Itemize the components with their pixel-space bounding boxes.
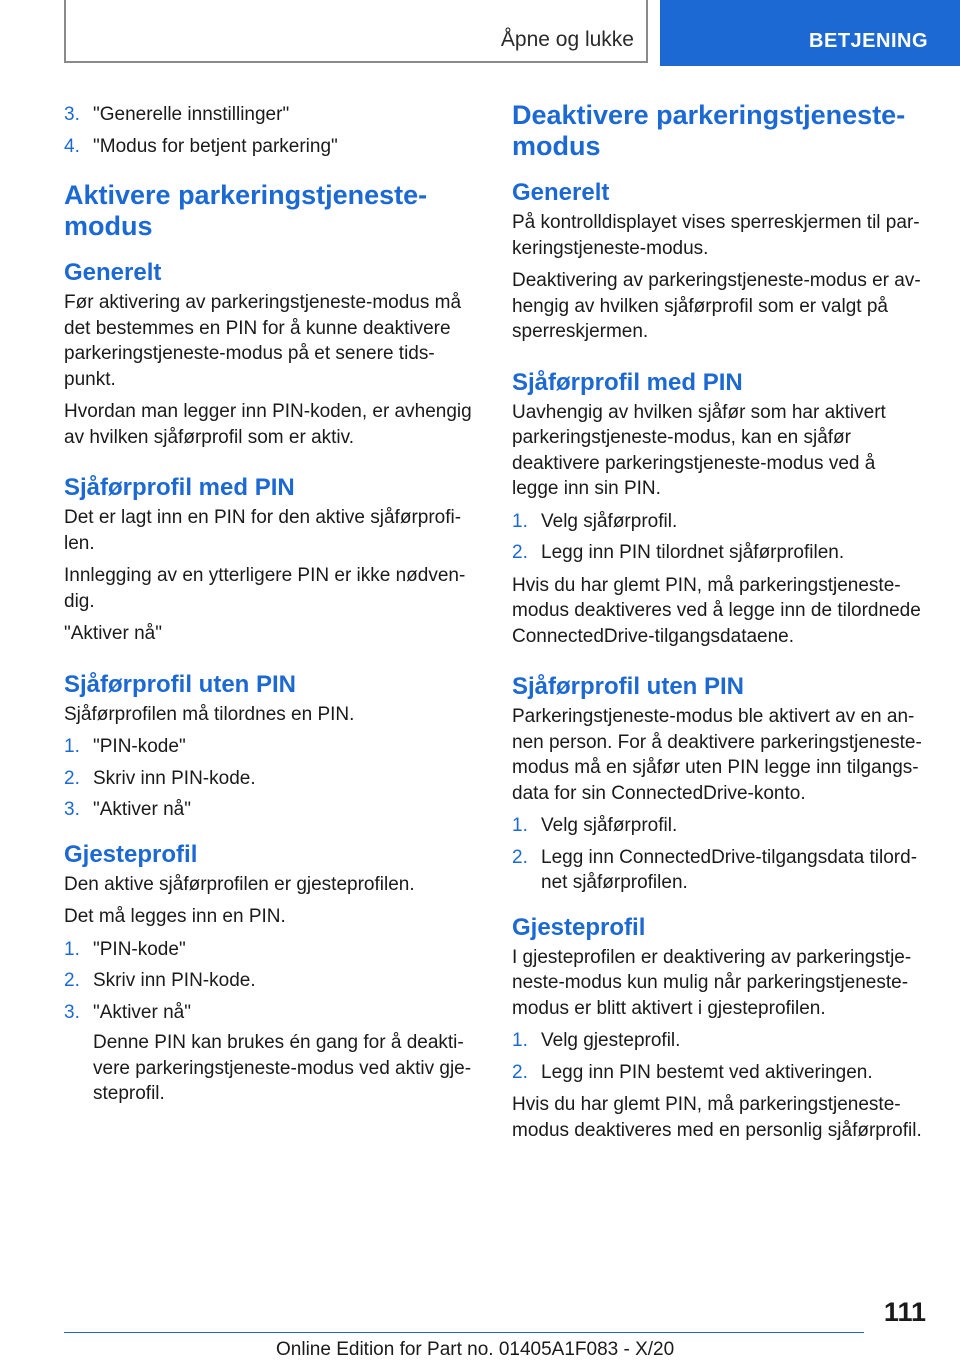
list-item — [64, 968, 476, 994]
paragraph: Hvis du har glemt PIN, må parkeringstjenestemodus deaktiveres med en personlig sjåførprofil. — [512, 1094, 922, 1141]
chapter-tab — [64, 0, 648, 63]
paragraph: Parkeringstjeneste-modus ble aktivert av en annen person. For å deaktivere parkeringstjenestemodus må en sjåfør uten PIN legge inn tilgangsdata for sin ConnectedDrive-konto. — [512, 706, 922, 804]
paragraph: I gjesteprofilen er deaktivering av parkeringstjeneste-modus kun mulig når parkeringstjenestemodus er blitt aktivert i gjesteprofilen. — [512, 946, 912, 1019]
step-number: 2. — [64, 970, 80, 991]
step-text: "Aktiver nå" — [93, 1001, 191, 1023]
step-text: Legg inn ConnectedDrive-tilgangsdata tilordnet sjåførprofilen. — [541, 846, 918, 893]
step-content — [93, 1000, 476, 1107]
steps-list — [512, 1028, 924, 1085]
step-text: Legg inn PIN bestemt ved aktiveringen. — [541, 1061, 873, 1083]
step-text: Skriv inn PIN-kode. — [93, 970, 256, 991]
step-text: "Modus for betjent parkering" — [93, 135, 338, 157]
step-text: "PIN-kode" — [93, 938, 186, 960]
footer-divider — [64, 1332, 864, 1333]
step-number: 4. — [64, 135, 80, 157]
heading-guest: Gjesteprofil — [512, 913, 646, 941]
list-item — [64, 766, 476, 792]
steps-list — [512, 509, 924, 566]
heading-with-pin: Sjåførprofil med PIN — [512, 368, 743, 396]
paragraph: Innlegging av en ytterligere PIN er ikke nødvendig. — [64, 565, 466, 612]
step-number: 1. — [512, 1030, 528, 1051]
step-number: 3. — [64, 104, 80, 125]
edition-footer: Online Edition for Part no. 01405A1F083 - X/20 — [276, 1339, 675, 1360]
list-item — [64, 1000, 476, 1107]
step-number: 1. — [64, 736, 80, 757]
page-number: 111 — [883, 1297, 926, 1327]
step-text: Velg sjåførprofil. — [541, 510, 678, 532]
step-number: 2. — [512, 846, 528, 868]
step-number: 3. — [64, 1001, 80, 1023]
step-text: Velg sjåførprofil. — [541, 815, 678, 836]
heading-without-pin: Sjåførprofil uten PIN — [64, 670, 297, 698]
list-item — [64, 102, 476, 128]
steps-list — [512, 813, 924, 896]
step-number: 1. — [512, 510, 528, 532]
list-item — [64, 134, 476, 160]
heading-activate: Aktivere parkeringstjenestemodus — [64, 180, 428, 241]
page-header — [0, 0, 960, 66]
list-item — [512, 509, 924, 535]
steps-list — [64, 734, 476, 823]
step-number: 2. — [512, 542, 528, 563]
step-text: "PIN-kode" — [93, 736, 186, 757]
paragraph: Det er lagt inn en PIN for den aktive sjåførprofilen. — [64, 507, 462, 554]
heading-with-pin: Sjåførprofil med PIN — [64, 474, 295, 501]
heading-guest: Gjesteprofil — [64, 840, 198, 868]
paragraph: Før aktivering av parkeringstjeneste-modus må det bestemmes en PIN for å kunne deaktivere parkeringstjeneste-modus på et senere tidspunkt. — [64, 292, 462, 390]
left-column — [64, 100, 476, 1114]
list-item — [64, 797, 476, 823]
section-title: BETJENING — [809, 30, 928, 52]
list-item — [512, 1028, 924, 1054]
list-item — [64, 937, 476, 963]
step-text: "Aktiver nå" — [93, 799, 191, 820]
steps-list-continued — [64, 102, 476, 159]
step-note: Denne PIN kan brukes én gang for å deaktivere parkeringstjeneste-modus ved aktiv gjesteprofil. — [93, 1032, 472, 1104]
step-text: Legg inn PIN tilordnet sjåførprofilen. — [541, 542, 845, 563]
heading-without-pin: Sjåførprofil uten PIN — [512, 673, 745, 700]
step-text: Skriv inn PIN-kode. — [93, 767, 256, 789]
heading-general: Generelt — [512, 179, 610, 206]
list-item — [64, 734, 476, 760]
step-text: Velg gjesteprofil. — [541, 1030, 681, 1051]
paragraph: På kontrolldisplayet vises sperreskjermen til parkeringstjeneste-modus. — [512, 212, 920, 259]
paragraph: "Aktiver nå" — [64, 623, 162, 644]
step-number: 1. — [512, 815, 528, 836]
paragraph: Hvordan man legger inn PIN-koden, er avhengig av hvilken sjåførprofil som er aktiv. — [64, 401, 472, 448]
list-item — [512, 1060, 924, 1086]
paragraph: Det må legges inn en PIN. — [64, 906, 286, 927]
step-number: 2. — [512, 1061, 528, 1083]
list-item — [512, 540, 924, 566]
chapter-title: Åpne og lukke — [500, 28, 634, 51]
paragraph: Den aktive sjåførprofilen er gjesteprofilen. — [64, 873, 415, 895]
heading-general: Generelt — [64, 259, 162, 286]
step-number: 3. — [64, 799, 80, 820]
step-number: 1. — [64, 938, 80, 960]
list-item — [512, 845, 924, 896]
list-item — [512, 813, 924, 839]
section-tab — [660, 0, 960, 66]
step-number: 2. — [64, 767, 80, 789]
paragraph: Uavhengig av hvilken sjåfør som har aktivert parkeringstjeneste-modus, kan en sjåfør deaktivere parkeringstjeneste-modus ved å legge inn sin PIN. — [512, 401, 886, 499]
paragraph: Deaktivering av parkeringstjeneste-modus er avhengig av hvilken sjåførprofil som er valgt på sperreskjermen. — [512, 270, 921, 342]
right-column — [512, 100, 924, 1150]
paragraph: Hvis du har glemt PIN, må parkeringstjenestemodus deaktiveres ved å legge inn de tilordnede ConnectedDrive-tilgangsdataene. — [512, 574, 921, 647]
paragraph: Sjåførprofilen må tilordnes en PIN. — [64, 703, 355, 725]
steps-list — [64, 937, 476, 1107]
heading-deactivate: Deaktivere parkeringstjenestemodus — [512, 100, 906, 161]
step-text: "Generelle innstillinger" — [93, 104, 290, 125]
